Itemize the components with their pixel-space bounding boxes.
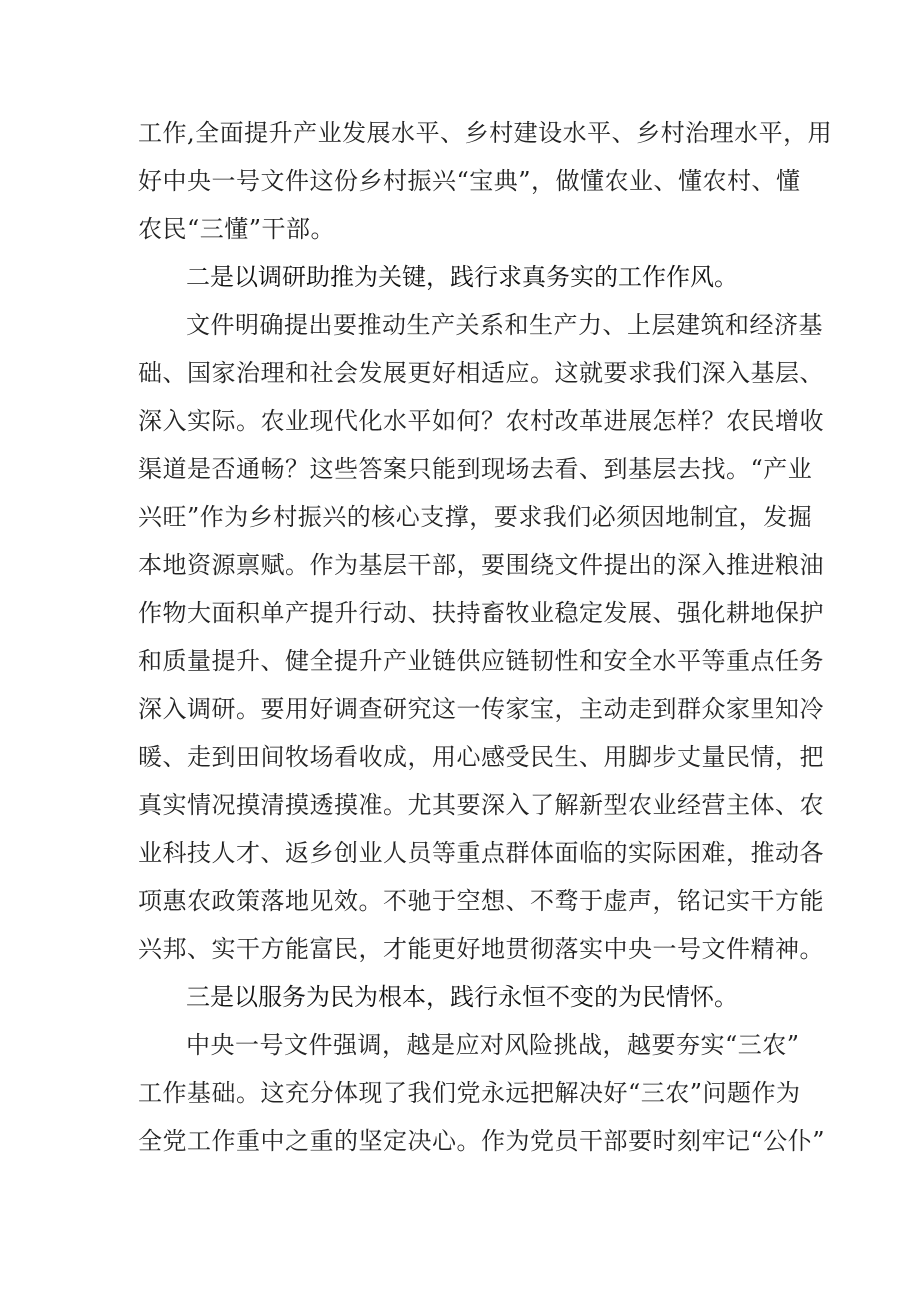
paragraph-3-line-3: 全党工作重中之重的坚定决心。作为党员干部要时刻牢记“公仆” — [138, 1127, 826, 1155]
paragraph-1-line-1: 工作,全面提升产业发展水平、乡村建设水平、乡村治理水平，用 — [138, 119, 833, 147]
paragraph-2-line-8: 和质量提升、健全提升产业链供应链韧性和安全水平等重点任务 — [138, 647, 824, 675]
paragraph-2-line-13: 项惠农政策落地见效。不驰于空想、不骛于虚声，铭记实干方能 — [138, 887, 824, 915]
paragraph-2-line-11: 真实情况摸清摸透摸准。尤其要深入了解新型农业经营主体、农 — [138, 791, 824, 819]
paragraph-2-line-1: 文件明确提出要推动生产关系和生产力、上层建筑和经济基 — [186, 311, 823, 339]
paragraph-2-line-12: 业科技人才、返乡创业人员等重点群体面临的实际困难，推动各 — [138, 839, 824, 867]
paragraph-2-line-7: 作物大面积单产提升行动、扶持畜牧业稳定发展、强化耕地保护 — [138, 599, 824, 627]
paragraph-2-line-2: 础、国家治理和社会发展更好相适应。这就要求我们深入基层、 — [138, 359, 824, 387]
paragraph-3-line-2: 工作基础。这充分体现了我们党永远把解决好“三农”问题作为 — [138, 1079, 801, 1107]
paragraph-3-line-1: 中央一号文件强调，越是应对风险挑战，越要夯实“三农” — [186, 1031, 800, 1059]
paragraph-1-line-2: 好中央一号文件这份乡村振兴“宝典”，做懂农业、懂农村、懂 — [138, 167, 801, 195]
paragraph-2-line-3: 深入实际。农业现代化水平如何？农村改革进展怎样？农民增收 — [138, 407, 824, 435]
section-heading-2: 二是以调研助推为关键，践行求真务实的工作作风。 — [186, 263, 738, 291]
section-heading-3: 三是以服务为民为根本，践行永恒不变的为民情怀。 — [186, 983, 738, 1011]
paragraph-2-line-6: 本地资源禀赋。作为基层干部，要围绕文件提出的深入推进粮油 — [138, 551, 824, 579]
paragraph-1-line-3: 农民“三懂”干部。 — [138, 215, 336, 243]
paragraph-2-line-4: 渠道是否通畅？这些答案只能到现场去看、到基层去找。“产业 — [138, 455, 813, 483]
paragraph-2-line-14: 兴邦、实干方能富民，才能更好地贯彻落实中央一号文件精神。 — [138, 935, 824, 963]
paragraph-2-line-10: 暖、走到田间牧场看收成，用心感受民生、用脚步丈量民情，把 — [138, 743, 824, 771]
paragraph-2-line-5: 兴旺”作为乡村振兴的核心支撑，要求我们必须因地制宜，发掘 — [138, 503, 813, 531]
paragraph-2-line-9: 深入调研。要用好调查研究这一传家宝，主动走到群众家里知冷 — [138, 695, 824, 723]
